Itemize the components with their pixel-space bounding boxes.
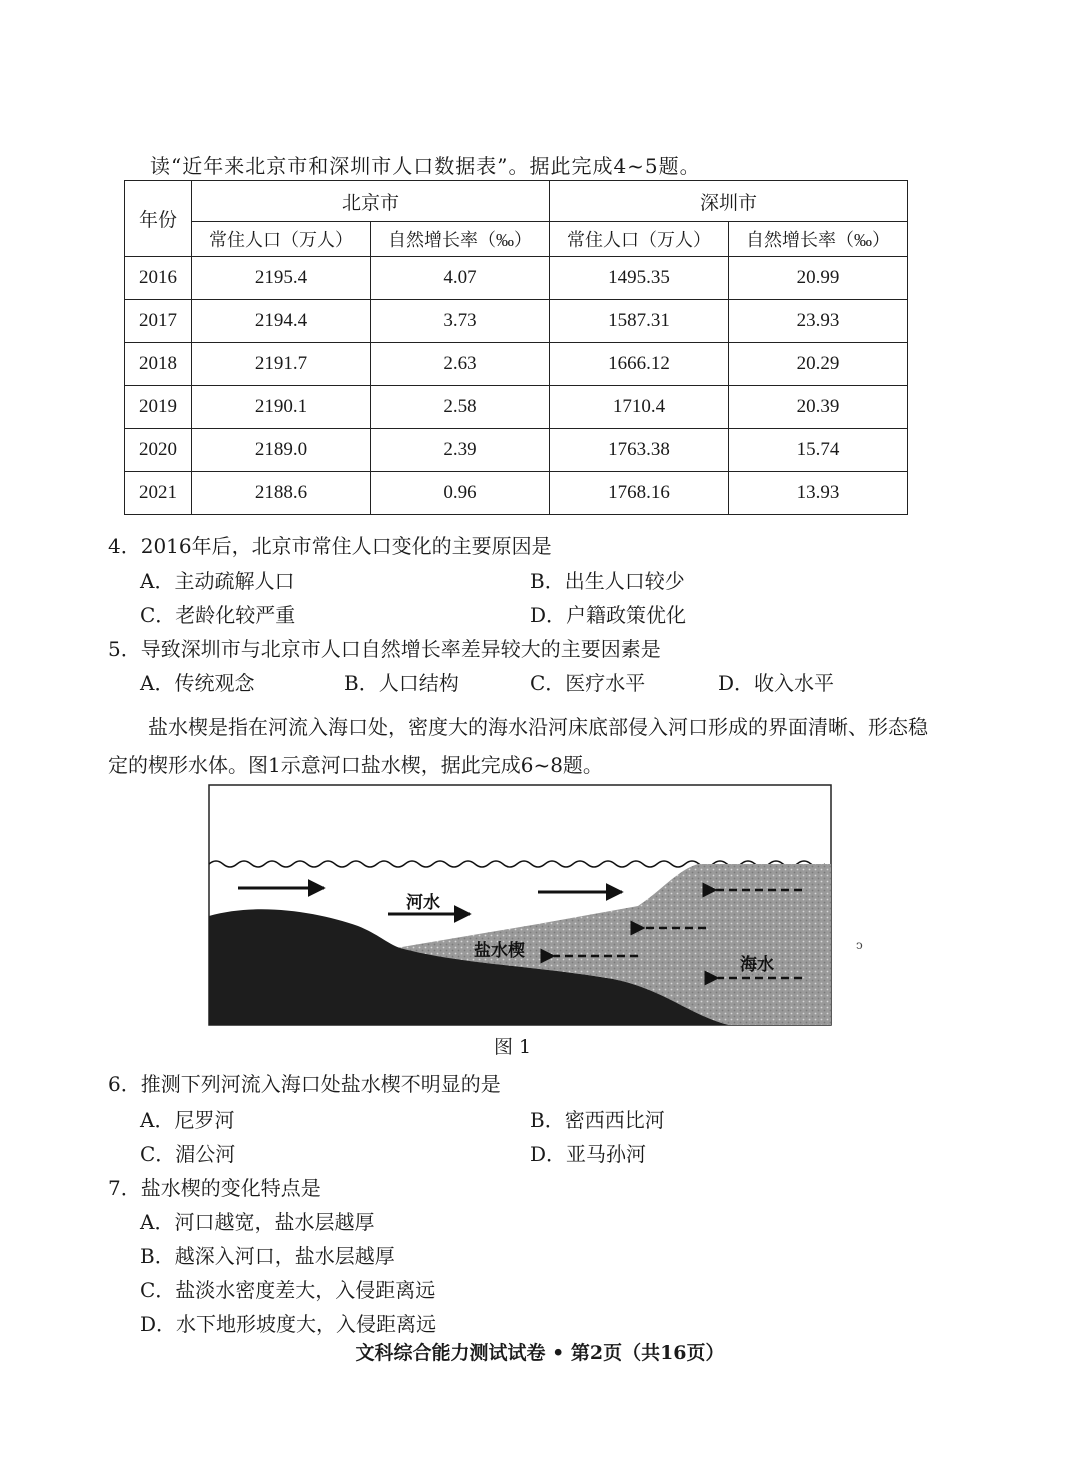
cell-bj-pop: 2190.1 [192, 386, 371, 429]
question-5-option-c: C．医疗水平 [530, 671, 646, 695]
label-sea-water: 海水 [740, 955, 774, 975]
salt-wedge-figure [208, 784, 832, 1026]
question-7-option-b: B．越深入河口，盐水层越厚 [140, 1244, 395, 1268]
cell-year: 2021 [125, 472, 192, 515]
table-row [125, 300, 908, 343]
table-row [125, 472, 908, 515]
cell-sz-rate: 23.93 [729, 300, 908, 343]
question-7-option-a: A．河口越宽，盐水层越厚 [140, 1210, 375, 1234]
table-intro: 读“近年来北京市和深圳市人口数据表”。据此完成4~5题。 [150, 154, 701, 178]
question-6-option-b: B．密西西比河 [530, 1108, 665, 1132]
question-4-stem: 4．2016年后，北京市常住人口变化的主要原因是 [108, 534, 552, 558]
cell-bj-rate: 3.73 [371, 300, 550, 343]
cell-bj-rate: 2.39 [371, 429, 550, 472]
table-row [125, 257, 908, 300]
cell-year: 2020 [125, 429, 192, 472]
cell-bj-rate: 2.58 [371, 386, 550, 429]
cell-bj-rate: 4.07 [371, 257, 550, 300]
question-5-option-b: B．人口结构 [344, 671, 459, 695]
cell-sz-pop: 1495.35 [550, 257, 729, 300]
label-river-water: 河水 [406, 893, 440, 913]
table-row [125, 343, 908, 386]
cell-bj-pop: 2194.4 [192, 300, 371, 343]
header-year: 年份 [125, 181, 192, 257]
cell-bj-pop: 2189.0 [192, 429, 371, 472]
label-salt-wedge: 盐水楔 [474, 941, 525, 961]
cell-year: 2019 [125, 386, 192, 429]
cell-sz-pop: 1587.31 [550, 300, 729, 343]
table-row [125, 386, 908, 429]
figure-caption: 图 1 [494, 1036, 532, 1058]
question-6-option-d: D．亚马孙河 [530, 1142, 647, 1166]
question-6-option-a: A．尼罗河 [140, 1108, 235, 1132]
cell-year: 2017 [125, 300, 192, 343]
header-shenzhen: 深圳市 [550, 181, 908, 222]
cell-sz-rate: 20.99 [729, 257, 908, 300]
question-6-stem: 6．推测下列河流入海口处盐水楔不明显的是 [108, 1072, 501, 1096]
table-row [125, 429, 908, 472]
question-4-option-b: B．出生人口较少 [530, 569, 685, 593]
page-footer: 文科综合能力测试试卷 • 第2页（共16页） [355, 1342, 725, 1364]
question-5-option-a: A．传统观念 [140, 671, 255, 695]
header-sz-pop: 常住人口（万人） [550, 222, 729, 257]
cell-sz-pop: 1768.16 [550, 472, 729, 515]
question-4-option-c: C．老龄化较严重 [140, 603, 296, 627]
header-bj-pop: 常住人口（万人） [192, 222, 371, 257]
question-7-option-c: C．盐淡水密度差大，入侵距离远 [140, 1278, 436, 1302]
cell-sz-pop: 1763.38 [550, 429, 729, 472]
cell-sz-pop: 1666.12 [550, 343, 729, 386]
cell-bj-pop: 2191.7 [192, 343, 371, 386]
question-4-option-d: D．户籍政策优化 [530, 603, 687, 627]
stray-mark: ↄ [856, 938, 863, 952]
cell-sz-rate: 20.29 [729, 343, 908, 386]
header-beijing: 北京市 [192, 181, 550, 222]
cell-sz-rate: 20.39 [729, 386, 908, 429]
cell-sz-pop: 1710.4 [550, 386, 729, 429]
question-5-option-d: D．收入水平 [718, 671, 835, 695]
question-4-option-a: A．主动疏解人口 [140, 569, 295, 593]
cell-bj-pop: 2188.6 [192, 472, 371, 515]
question-7-option-d: D．水下地形坡度大，入侵距离远 [140, 1312, 437, 1336]
header-sz-rate: 自然增长率（‰） [729, 222, 908, 257]
question-7-stem: 7．盐水楔的变化特点是 [108, 1176, 321, 1200]
cell-bj-pop: 2195.4 [192, 257, 371, 300]
figure-intro-paragraph: 盐水楔是指在河流入海口处，密度大的海水沿河床底部侵入河口形成的界面清晰、形态稳定的楔形水体。图1示意河口盐水楔，据此完成6~8题。 [108, 715, 928, 777]
cell-sz-rate: 13.93 [729, 472, 908, 515]
cell-year: 2018 [125, 343, 192, 386]
question-5-stem: 5．导致深圳市与北京市人口自然增长率差异较大的主要因素是 [108, 637, 661, 661]
header-bj-rate: 自然增长率（‰） [371, 222, 550, 257]
cell-sz-rate: 15.74 [729, 429, 908, 472]
question-6-option-c: C．湄公河 [140, 1142, 236, 1166]
cell-year: 2016 [125, 257, 192, 300]
cell-bj-rate: 2.63 [371, 343, 550, 386]
cell-bj-rate: 0.96 [371, 472, 550, 515]
population-table [124, 180, 908, 515]
